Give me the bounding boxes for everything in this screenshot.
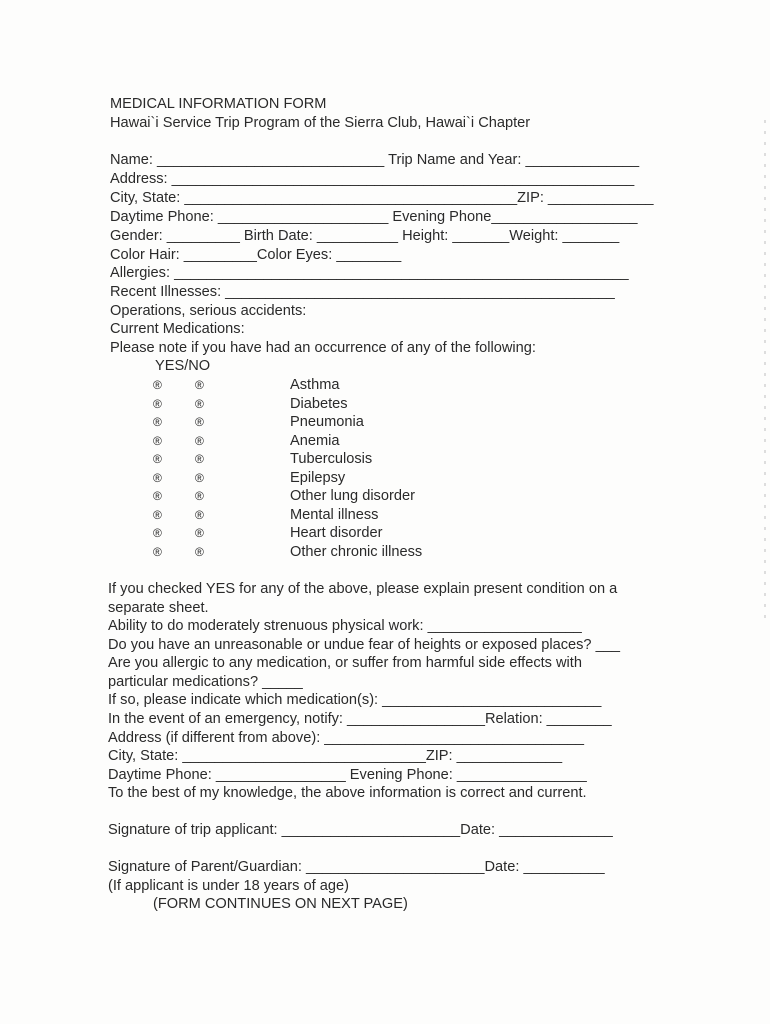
no-checkbox[interactable]: ® xyxy=(195,489,204,503)
yes-checkbox[interactable]: ® xyxy=(153,434,162,448)
color-field[interactable]: Color Hair: _________Color Eyes: ________ xyxy=(110,247,402,263)
yes-checkbox[interactable]: ® xyxy=(153,378,162,392)
yes-checkbox[interactable]: ® xyxy=(153,397,162,411)
heights-field[interactable]: Do you have an unreasonable or undue fear of heights or exposed places? ___ xyxy=(108,637,620,653)
no-checkbox[interactable]: ® xyxy=(195,397,204,411)
condition-label: Diabetes xyxy=(290,396,348,412)
yes-checkbox[interactable]: ® xyxy=(153,545,162,559)
gender-field[interactable]: Gender: _________ Birth Date: __________ Height: _______Weight: _______ xyxy=(110,228,620,244)
condition-label: Other lung disorder xyxy=(290,488,415,504)
name-field[interactable]: Name: ____________________________ Trip Name and Year: ______________ xyxy=(110,152,640,168)
condition-label: Anemia xyxy=(290,433,340,449)
condition-label: Other chronic illness xyxy=(290,544,423,560)
condition-label: Tuberculosis xyxy=(290,451,373,467)
allergies-field[interactable]: Allergies: ________________________________________________________ xyxy=(110,265,629,281)
recent-illnesses-field[interactable]: Recent Illnesses: ________________________________________________ xyxy=(110,284,615,300)
city-state-field[interactable]: City, State: _________________________________________ZIP: _____________ xyxy=(110,190,654,206)
yes-no-header: YES/NO xyxy=(155,358,211,374)
allergic-text: Are you allergic to any medication, or suffer from harmful side effects with xyxy=(108,655,582,671)
no-checkbox[interactable]: ® xyxy=(195,415,204,429)
form-continues-note: (FORM CONTINUES ON NEXT PAGE) xyxy=(153,896,408,912)
no-checkbox[interactable]: ® xyxy=(195,471,204,485)
certification-text: To the best of my knowledge, the above information is correct and current. xyxy=(108,785,587,801)
yes-checkbox[interactable]: ® xyxy=(153,415,162,429)
parent-signature-field[interactable]: Signature of Parent/Guardian: ______________________Date: __________ xyxy=(108,859,605,875)
alt-phones-field[interactable]: Daytime Phone: ________________ Evening Phone: ________________ xyxy=(108,767,587,783)
no-checkbox[interactable]: ® xyxy=(195,378,204,392)
condition-label: Pneumonia xyxy=(290,414,364,430)
yes-checkbox[interactable]: ® xyxy=(153,452,162,466)
yes-checkbox[interactable]: ® xyxy=(153,471,162,485)
applicant-signature-field[interactable]: Signature of trip applicant: ______________________Date: ______________ xyxy=(108,822,613,838)
condition-label: Asthma xyxy=(290,377,340,393)
yes-checkbox[interactable]: ® xyxy=(153,526,162,540)
form-title: MEDICAL INFORMATION FORM xyxy=(110,96,327,112)
yes-checkbox[interactable]: ® xyxy=(153,489,162,503)
medications-label: Current Medications: xyxy=(110,321,245,337)
no-checkbox[interactable]: ® xyxy=(195,526,204,540)
no-checkbox[interactable]: ® xyxy=(195,508,204,522)
scan-edge-marks xyxy=(764,120,766,620)
address-field[interactable]: Address: _________________________________________________________ xyxy=(110,171,635,187)
explain-text-2: separate sheet. xyxy=(108,600,209,616)
allergic-field[interactable]: particular medications? _____ xyxy=(108,674,303,690)
condition-label: Heart disorder xyxy=(290,525,383,541)
condition-label: Epilepsy xyxy=(290,470,346,486)
no-checkbox[interactable]: ® xyxy=(195,434,204,448)
daytime-phone-field[interactable]: Daytime Phone: _____________________ Evening Phone__________________ xyxy=(110,209,638,225)
note-label: Please note if you have had an occurrence of any of the following: xyxy=(110,340,536,356)
condition-label: Mental illness xyxy=(290,507,379,523)
emergency-contact-field[interactable]: In the event of an emergency, notify: _________________Relation: ________ xyxy=(108,711,612,727)
no-checkbox[interactable]: ® xyxy=(195,545,204,559)
explain-text-1: If you checked YES for any of the above, please explain present condition on a xyxy=(108,581,618,597)
operations-label: Operations, serious accidents: xyxy=(110,303,307,319)
which-meds-field[interactable]: If so, please indicate which medication(s): ___________________________ xyxy=(108,692,602,708)
no-checkbox[interactable]: ® xyxy=(195,452,204,466)
under-18-note: (If applicant is under 18 years of age) xyxy=(108,878,349,894)
ability-field[interactable]: Ability to do moderately strenuous physical work: ___________________ xyxy=(108,618,582,634)
yes-checkbox[interactable]: ® xyxy=(153,508,162,522)
alt-address-field[interactable]: Address (if different from above): ________________________________ xyxy=(108,730,585,746)
form-subtitle: Hawai`i Service Trip Program of the Sierra Club, Hawai`i Chapter xyxy=(110,115,531,131)
alt-city-state-field[interactable]: City, State: ______________________________ZIP: _____________ xyxy=(108,748,563,764)
